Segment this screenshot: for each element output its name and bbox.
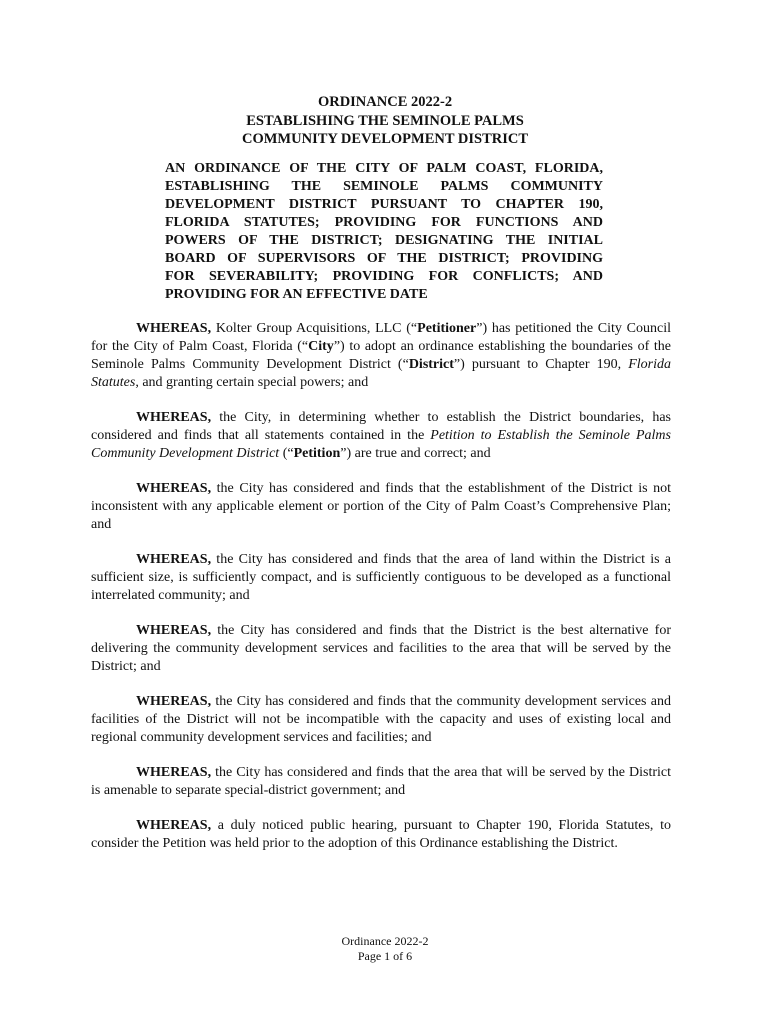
ordinance-summary <box>165 160 603 304</box>
summary-line: FOR SEVERABILITY; PROVIDING FOR CONFLICTS; AND <box>165 269 603 284</box>
summary-line: AN ORDINANCE OF THE CITY OF PALM COAST, FLORIDA, <box>165 161 603 176</box>
summary-line: FLORIDA STATUTES; PROVIDING FOR FUNCTIONS AND <box>165 215 603 230</box>
summary-line: POWERS OF THE DISTRICT; DESIGNATING THE INITIAL <box>165 233 603 248</box>
footer-ordinance-number: Ordinance 2022-2 <box>341 934 429 948</box>
whereas-paragraph: WHEREAS, the City has considered and finds that the area that will be served by the District is amenable to separate special-district government; and <box>91 765 671 798</box>
whereas-paragraph: WHEREAS, Kolter Group Acquisitions, LLC (“Petitioner”) has petitioned the City Council for the City of Palm Coast, Florida (“City”) to adopt an ordinance establishing the boundaries of the Seminole Palms Community Development District (“District”) pursuant to Chapter 190, Florida Statutes, and granting certain special powers; and <box>91 321 672 390</box>
page-footer <box>0 934 770 964</box>
footer-page-number: Page 1 of 6 <box>357 949 413 963</box>
title-line-1: ORDINANCE 2022-2 <box>317 94 453 110</box>
title-line-3: COMMUNITY DEVELOPMENT DISTRICT <box>242 131 528 147</box>
document-body <box>91 320 671 870</box>
whereas-paragraph: WHEREAS, the City has considered and finds that the establishment of the District is not inconsistent with any applicable element or portion of the City of Palm Coast’s Comprehensive Plan; and <box>91 481 671 532</box>
whereas-paragraph: WHEREAS, a duly noticed public hearing, pursuant to Chapter 190, Florida Statutes, to consider the Petition was held prior to the adoption of this Ordinance establishing the District. <box>91 818 671 851</box>
summary-line: DEVELOPMENT DISTRICT PURSUANT TO CHAPTER 190, <box>165 197 603 212</box>
summary-line: PROVIDING FOR AN EFFECTIVE DATE <box>165 287 428 302</box>
summary-line: BOARD OF SUPERVISORS OF THE DISTRICT; PROVIDING <box>165 251 603 266</box>
whereas-paragraph: WHEREAS, the City, in determining whether to establish the District boundaries, has considered and finds that all statements contained in the Petition to Establish the Seminole Palms Community Development District (“Petition”) are true and correct; and <box>91 410 671 461</box>
title-line-2: ESTABLISHING THE SEMINOLE PALMS <box>246 112 524 129</box>
whereas-paragraph: WHEREAS, the City has considered and finds that the area of land within the District is a sufficient size, is sufficiently compact, and is sufficiently contiguous to be developed as a functional interrelated community; and <box>91 552 671 603</box>
whereas-paragraph: WHEREAS, the City has considered and finds that the District is the best alternative for delivering the community development services and facilities to the area that will be served by the District; and <box>91 623 671 674</box>
document-title <box>0 93 770 149</box>
whereas-paragraph: WHEREAS, the City has considered and finds that the community development services and facilities of the District will not be incompatible with the capacity and uses of existing local and regional community development services and facilities; and <box>91 694 671 745</box>
summary-line: ESTABLISHING THE SEMINOLE PALMS COMMUNITY <box>165 179 603 194</box>
